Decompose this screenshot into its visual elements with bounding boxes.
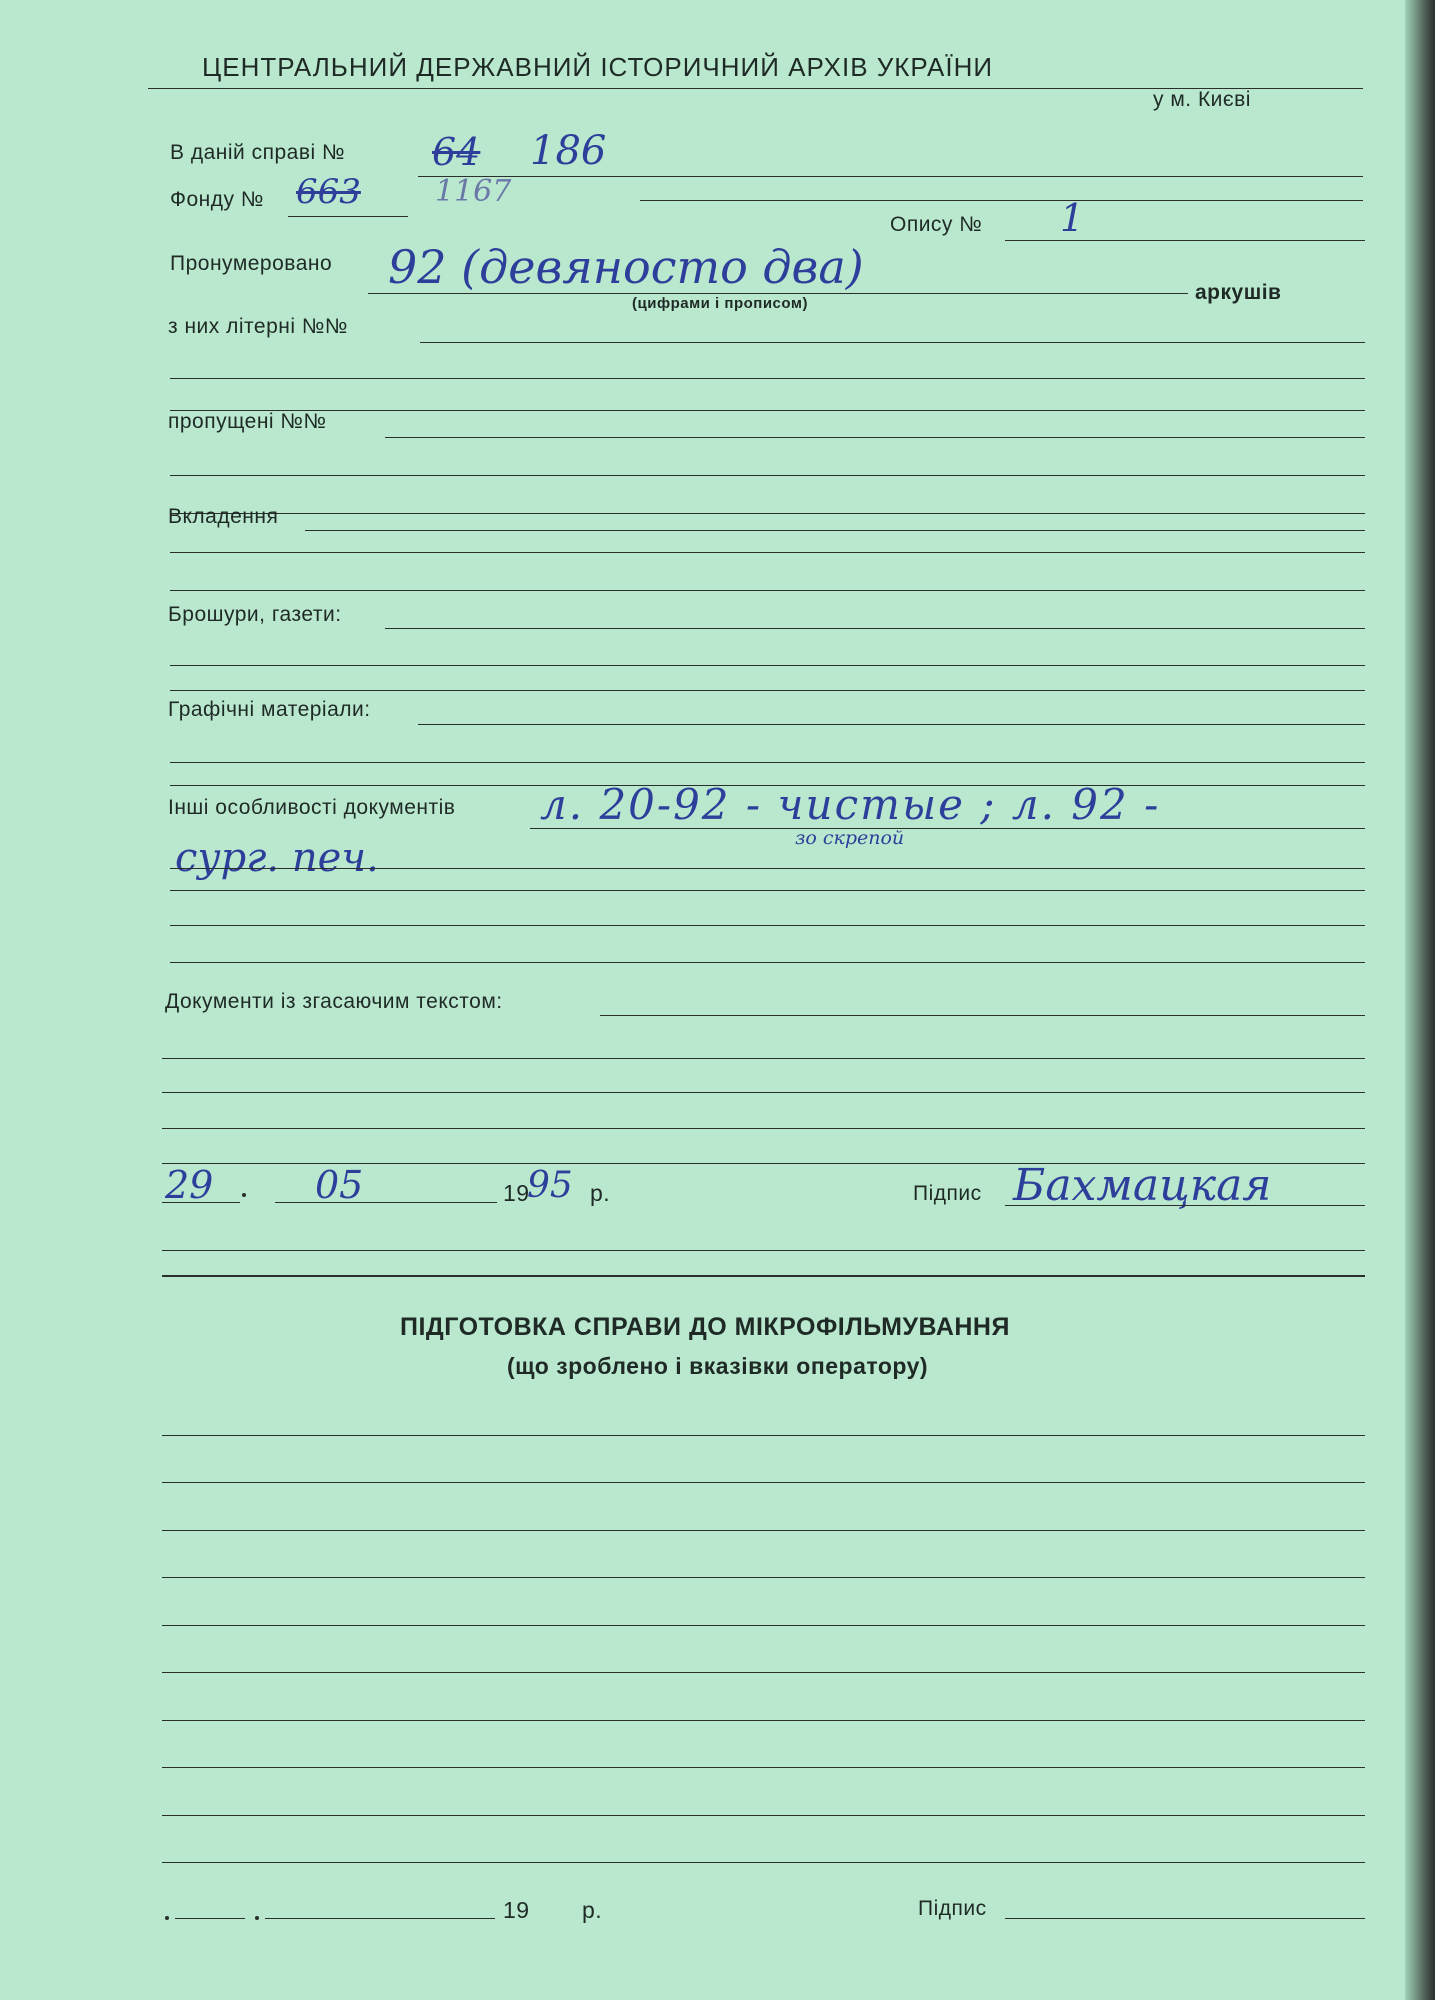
fond-number-value: 1167 — [435, 174, 512, 209]
blank-line — [170, 690, 1365, 691]
opys-label: Опису № — [890, 213, 983, 236]
brochures-line — [385, 628, 1365, 629]
archive-city: у м. Києві — [1153, 88, 1251, 111]
case-number-old: 64 — [432, 130, 481, 174]
blank-line — [170, 410, 1365, 411]
blank-line — [170, 590, 1365, 591]
opys-value: 1 — [1060, 196, 1085, 240]
graphics-label: Графічні матеріали: — [168, 698, 371, 721]
other-features-line — [530, 828, 1365, 829]
inserts-line — [305, 530, 1365, 531]
signature-value: Бахмацкая — [1013, 1160, 1272, 1211]
sheets-label: аркушів — [1195, 281, 1282, 304]
micro-year-r: р. — [582, 1897, 603, 1923]
blank-line — [170, 378, 1365, 379]
micro-subtitle: (що зроблено і вказівки оператору) — [507, 1353, 929, 1379]
micro-line — [162, 1482, 1365, 1483]
fading-text-line — [600, 1015, 1365, 1016]
brochures-label: Брошури, газети: — [168, 603, 342, 626]
separator-rule — [162, 1250, 1365, 1251]
signature-line — [1005, 1205, 1365, 1206]
micro-line — [162, 1767, 1365, 1768]
numbered-line — [368, 293, 1188, 294]
litera-label: з них літерні №№ — [168, 315, 348, 338]
micro-line — [162, 1577, 1365, 1578]
date-separator — [242, 1193, 246, 1197]
page-edge-shadow — [1405, 0, 1435, 2000]
case-number-label: В даній справі № — [170, 141, 346, 164]
micro-year-prefix: 19 — [503, 1897, 530, 1923]
blank-line — [170, 552, 1365, 553]
fond-line — [288, 216, 408, 217]
date-r: р. — [590, 1180, 611, 1206]
other-features-value-cont: сург. печ. — [175, 835, 379, 881]
signature-label: Підпис — [913, 1182, 982, 1205]
date-day-line — [162, 1202, 240, 1203]
micro-date-dot — [255, 1916, 259, 1920]
skipped-label: пропущені №№ — [168, 410, 327, 433]
micro-title: ПІДГОТОВКА СПРАВИ ДО МІКРОФІЛЬМУВАННЯ — [400, 1313, 1010, 1341]
header-rule — [148, 88, 1363, 89]
case-number-line — [418, 176, 1363, 177]
numbered-label: Пронумеровано — [170, 252, 333, 275]
micro-signature-line — [1005, 1918, 1365, 1919]
date-month: 05 — [315, 1163, 364, 1207]
blank-line — [170, 868, 1365, 869]
blank-line — [170, 890, 1365, 891]
date-day: 29 — [165, 1163, 214, 1207]
micro-date-dot — [165, 1916, 169, 1920]
fading-text-label: Документи із згасаючим текстом: — [165, 990, 503, 1013]
numbered-value: 92 (девяносто два) — [388, 240, 864, 294]
micro-line — [162, 1862, 1365, 1863]
blank-line — [170, 962, 1365, 963]
micro-line — [162, 1625, 1365, 1626]
blank-line — [170, 925, 1365, 926]
blank-line — [162, 1128, 1365, 1129]
blank-line — [170, 475, 1365, 476]
fond-number-old: 663 — [296, 172, 361, 212]
separator-rule-thick — [162, 1275, 1365, 1277]
date-year: 95 — [527, 1165, 573, 1206]
blank-line — [162, 1058, 1365, 1059]
fond-label: Фонду № — [170, 188, 264, 211]
micro-line — [162, 1815, 1365, 1816]
graphics-line — [418, 724, 1365, 725]
blank-line — [170, 665, 1365, 666]
other-features-label: Інші особливості документів — [168, 796, 456, 819]
micro-date-day-line — [175, 1918, 245, 1919]
numbered-hint: (цифрами і прописом) — [632, 295, 808, 312]
skipped-line — [385, 437, 1365, 438]
micro-line — [162, 1435, 1365, 1436]
date-month-line — [275, 1202, 497, 1203]
blank-line — [170, 762, 1365, 763]
archive-name: ЦЕНТРАЛЬНИЙ ДЕРЖАВНИЙ ІСТОРИЧНИЙ АРХІВ УКРАЇНИ — [202, 52, 994, 82]
micro-line — [162, 1672, 1365, 1673]
micro-line — [162, 1530, 1365, 1531]
blank-line — [162, 1092, 1365, 1093]
other-features-value: л. 20-92 - чистые ; л. 92 - — [540, 780, 1161, 829]
micro-date-month-line — [265, 1918, 495, 1919]
litera-line — [420, 342, 1365, 343]
opys-line — [1005, 240, 1365, 241]
micro-signature-label: Підпис — [918, 1897, 987, 1920]
other-features-note: зо скрепой — [795, 827, 905, 849]
inserts-label: Вкладення — [168, 505, 279, 528]
blank-line — [170, 513, 1365, 514]
case-number-value: 186 — [530, 128, 607, 174]
fond-extra-line — [640, 200, 1363, 201]
micro-line — [162, 1720, 1365, 1721]
date-year-prefix: 19 — [503, 1180, 530, 1206]
